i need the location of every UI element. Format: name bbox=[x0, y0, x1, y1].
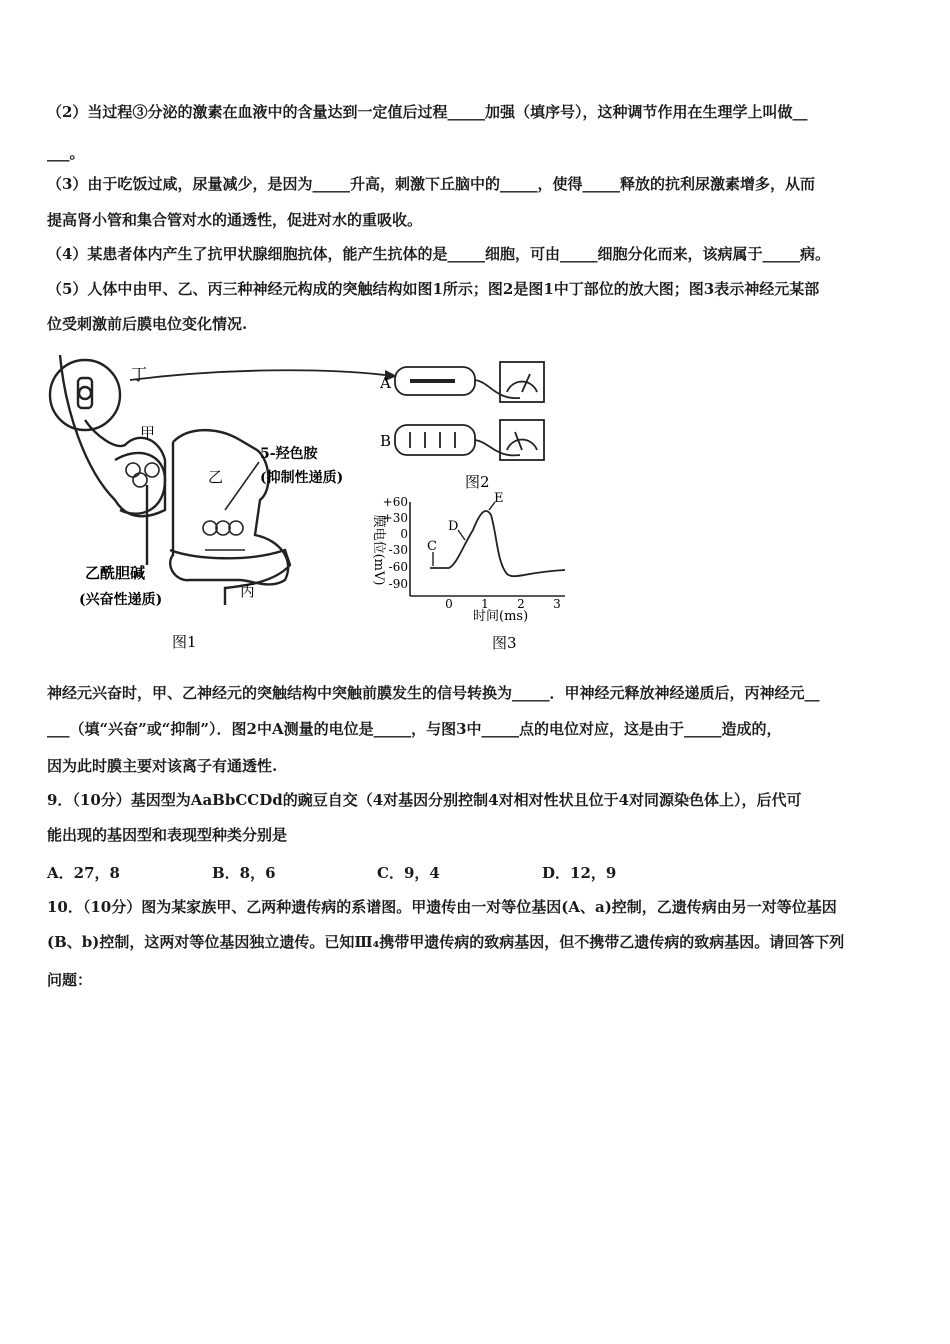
fig3-xtick: 2 bbox=[517, 597, 525, 611]
fig3-ytick: -90 bbox=[388, 577, 408, 591]
q9-option-b: B．8，6 bbox=[212, 864, 276, 882]
fig1-serotonin-pointer bbox=[225, 462, 259, 510]
q8-part4: （4）某患者体内产生了抗甲状腺细胞抗体，能产生抗体的是_____细胞，可由_____细胞分化而来，该病属于_____病。 bbox=[47, 245, 830, 263]
fig3-ytick: +30 bbox=[382, 511, 408, 525]
ding-to-fig2-arrow bbox=[130, 370, 385, 380]
fig3-ytick: -60 bbox=[388, 560, 408, 574]
neuron-figure-svg bbox=[45, 350, 585, 660]
fig1-yi-label: 乙 bbox=[208, 468, 224, 486]
q8-part3-line1: （3）由于吃饭过咸，尿量减少，是因为_____升高，刺激下丘脑中的_____，使得_____释放的抗利尿激素增多，从而 bbox=[47, 175, 815, 193]
q9-line1: 9．（10分）基因型为AaBbCCDd的豌豆自交（4对基因分别控制4对相对性状且位于4对同源染色体上），后代可 bbox=[47, 791, 802, 809]
neuron-figure bbox=[45, 350, 585, 660]
figure2-axon-b bbox=[395, 420, 544, 460]
fig3-xlabel: 时间(ms) bbox=[473, 609, 529, 624]
figure3-potential-graph bbox=[371, 491, 565, 652]
q8-part5-line2: 位受刺激前后膜电位变化情况. bbox=[47, 315, 248, 333]
fig2-label-b: B bbox=[380, 432, 392, 450]
fig2-caption: 图2 bbox=[465, 473, 490, 491]
fig3-d-pointer bbox=[458, 530, 465, 540]
fig3-caption: 图3 bbox=[492, 634, 517, 652]
fig1-caption: 图1 bbox=[172, 633, 197, 651]
q8-after-line2: ___（填“兴奋”或“抑制”）．图2中A测量的电位是_____，与图3中_____点的电位对应，这是由于_____造成的， bbox=[47, 720, 782, 738]
fig1-bing-label: 丙 bbox=[240, 582, 256, 600]
q9-option-a: A．27，8 bbox=[47, 864, 120, 882]
q9-line2: 能出现的基因型和表现型种类分别是 bbox=[47, 826, 288, 844]
fig3-point-d: D bbox=[448, 519, 459, 534]
q8-part2-line1: （2）当过程③分泌的激素在血液中的含量达到一定值后过程_____加强（填序号），这种调节作用在生理学上叫做__ bbox=[47, 103, 808, 121]
fig1-serotonin-label: 5-羟色胺 bbox=[260, 446, 318, 462]
fig3-ytick: -30 bbox=[388, 543, 408, 557]
q10-line3: 问题： bbox=[47, 971, 93, 989]
fig3-ylabel: 膜电位(mV) bbox=[371, 514, 386, 586]
fig3-xtick: 3 bbox=[553, 597, 561, 611]
fig3-point-e: E bbox=[494, 491, 504, 506]
fig3-ytick: 0 bbox=[400, 527, 408, 541]
q9-option-d: D．12，9 bbox=[542, 864, 617, 882]
q8-after-line3: 因为此时膜主要对该离子有通透性. bbox=[47, 757, 278, 775]
fig1-serotonin-note: (抑制性递质) bbox=[260, 470, 344, 486]
fig3-ytick: +60 bbox=[382, 495, 408, 509]
fig1-ach-label: 乙酰胆碱 bbox=[85, 564, 146, 582]
q8-part5-line1: （5）人体中由甲、乙、丙三种神经元构成的突触结构如图1所示；图2是图1中丁部位的放大图；图3表示神经元某部 bbox=[47, 280, 820, 298]
fig2-label-a: A bbox=[380, 374, 391, 392]
fig3-xtick: 0 bbox=[445, 597, 453, 611]
fig1-ding-label: 丁 bbox=[131, 365, 148, 384]
q8-after-line1: 神经元兴奋时，甲、乙神经元的突触结构中突触前膜发生的信号转换为_____．甲神经元释放神经递质后，丙神经元__ bbox=[47, 684, 820, 702]
q10-line2: (B、b)控制，这两对等位基因独立遗传。已知Ⅲ₄携带甲遗传病的致病基因，但不携带乙遗传病的致病基因。请回答下列 bbox=[47, 933, 845, 951]
q9-option-c: C．9，4 bbox=[377, 864, 440, 882]
figure2-axon-a bbox=[395, 362, 544, 402]
fig3-point-c: C bbox=[427, 539, 437, 554]
fig3-xtick: 1 bbox=[481, 597, 489, 611]
q8-part3-line2: 提高肾小管和集合管对水的通透性，促进对水的重吸收。 bbox=[47, 211, 423, 229]
q8-part2-line2: ___。 bbox=[47, 144, 85, 162]
fig1-ach-note: (兴奋性递质) bbox=[79, 592, 163, 608]
fig1-jia-label: 甲 bbox=[140, 424, 156, 442]
q10-line1: 10．（10分）图为某家族甲、乙两种遗传病的系谱图。甲遗传由一对等位基因(A、a)控制，乙遗传病由另一对等位基因 bbox=[47, 898, 837, 916]
